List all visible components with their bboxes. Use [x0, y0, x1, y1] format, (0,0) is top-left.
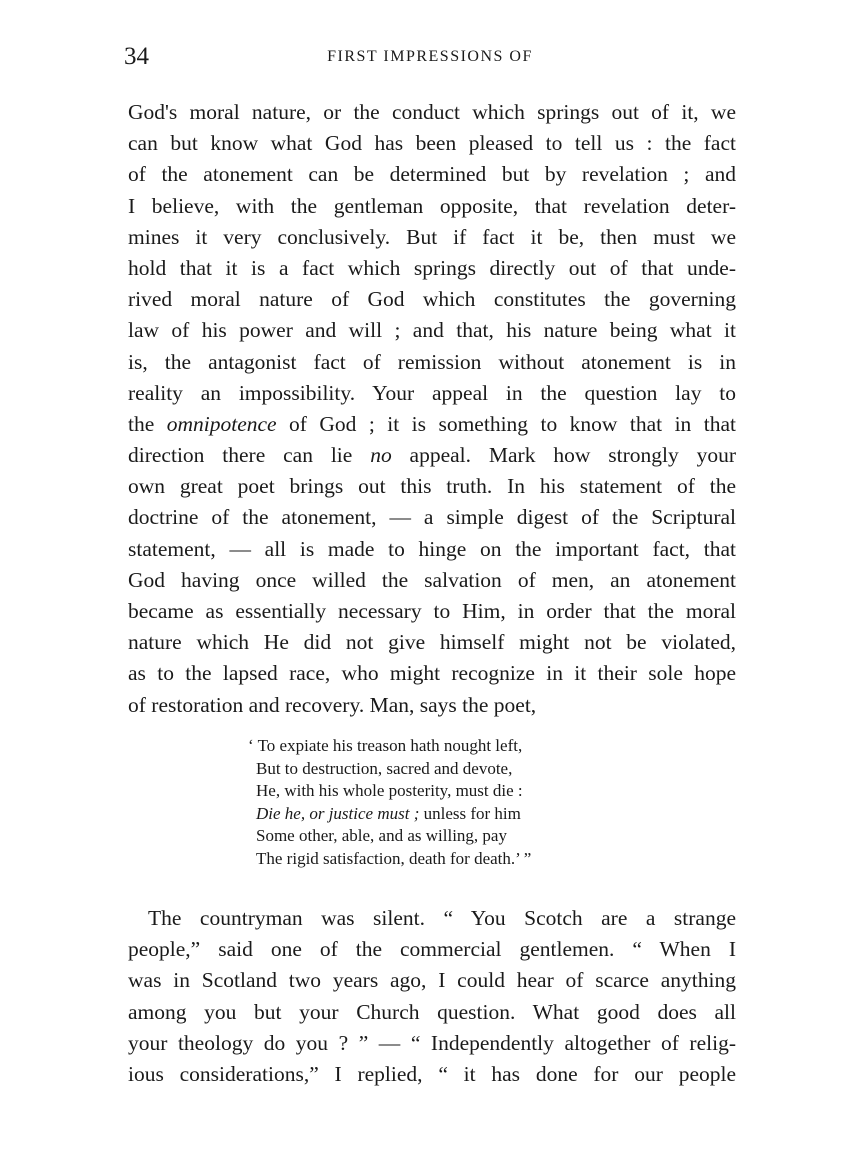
text-line-emphasis [128, 409, 736, 440]
text-line: God having once willed the salvation of men, an atonement [128, 567, 736, 592]
emphasis-omnipotence: omnipotence [166, 411, 277, 436]
text-segment: appeal. Mark how strongly your [391, 443, 736, 468]
text-line: I believe, with the gentleman opposite, that revelation deter- [128, 193, 736, 218]
text-segment: the [128, 411, 167, 436]
page-header [124, 40, 736, 74]
verse-line: ‘ To expiate his treason hath nought left, [248, 736, 523, 755]
body-paragraph-1 [128, 97, 736, 721]
text-line: reality an impossibility. Your appeal in the question lay to [128, 380, 736, 405]
verse-line: But to destruction, sacred and devote, [256, 758, 513, 778]
text-line: is, the antagonist fact of remission without atonement is in [128, 349, 736, 374]
text-line: hold that it is a fact which springs directly out of that unde- [128, 255, 736, 280]
verse-quotation [248, 735, 628, 870]
text-line: of the atonement can be determined but by revelation ; and [128, 162, 736, 187]
text-line-emphasis [128, 440, 736, 471]
running-head: FIRST IMPRESSIONS OF [327, 48, 533, 65]
text-line: doctrine of the atonement, — a simple digest of the Scriptural [128, 505, 736, 530]
emphasis-no: no [370, 443, 392, 468]
text-line: rived moral nature of God which constitutes the governing [128, 287, 736, 312]
text-line: as to the lapsed race, who might recognize in it their sole hope [128, 661, 736, 686]
text-line: your theology do you ? ” — “ Independently altogether of relig- [128, 1030, 736, 1055]
text-line: law of his power and will ; and that, his nature being what it [128, 318, 736, 343]
text-line: became as essentially necessary to Him, in order that the moral [128, 599, 736, 623]
text-line: can but know what God has been pleased to tell us : the fact [128, 131, 736, 156]
text-segment: of God ; it is something to know that in that [276, 411, 736, 436]
verse-line: He, with his whole posterity, must die : [256, 781, 523, 800]
text-line: mines it very conclusively. But if fact it be, then must we [128, 224, 736, 249]
text-line: own great poet brings out this truth. In his statement of the [128, 474, 736, 499]
text-line: nature which He did not give himself might not be violated, [128, 630, 736, 655]
emphasis-die-he: Die he, or justice must ; [256, 803, 420, 823]
verse-line-emphasis [248, 803, 628, 826]
page-number: 34 [124, 43, 149, 70]
text-line: ious considerations,” I replied, “ it has done for our people [128, 1061, 736, 1086]
verse-line: The rigid satisfaction, death for death.’ ” [256, 848, 532, 868]
text-line: statement, — all is made to hinge on the important fact, that [128, 536, 736, 561]
text-line: God's moral nature, or the conduct which springs out of it, we [128, 100, 736, 124]
body-paragraph-2 [128, 903, 736, 1090]
text-line: people,” said one of the commercial gentlemen. “ When I [128, 937, 736, 962]
text-line: The countryman was silent. “ You Scotch are a strange [148, 906, 736, 930]
verse-line: Some other, able, and as willing, pay [256, 826, 507, 845]
text-line-last: of restoration and recovery. Man, says the poet, [128, 692, 537, 717]
text-line: among you but your Church question. What good does all [128, 999, 736, 1024]
text-segment: direction there can lie [128, 443, 371, 468]
text-line: was in Scotland two years ago, I could hear of scarce anything [128, 968, 736, 993]
text-segment: unless for him [419, 803, 521, 823]
